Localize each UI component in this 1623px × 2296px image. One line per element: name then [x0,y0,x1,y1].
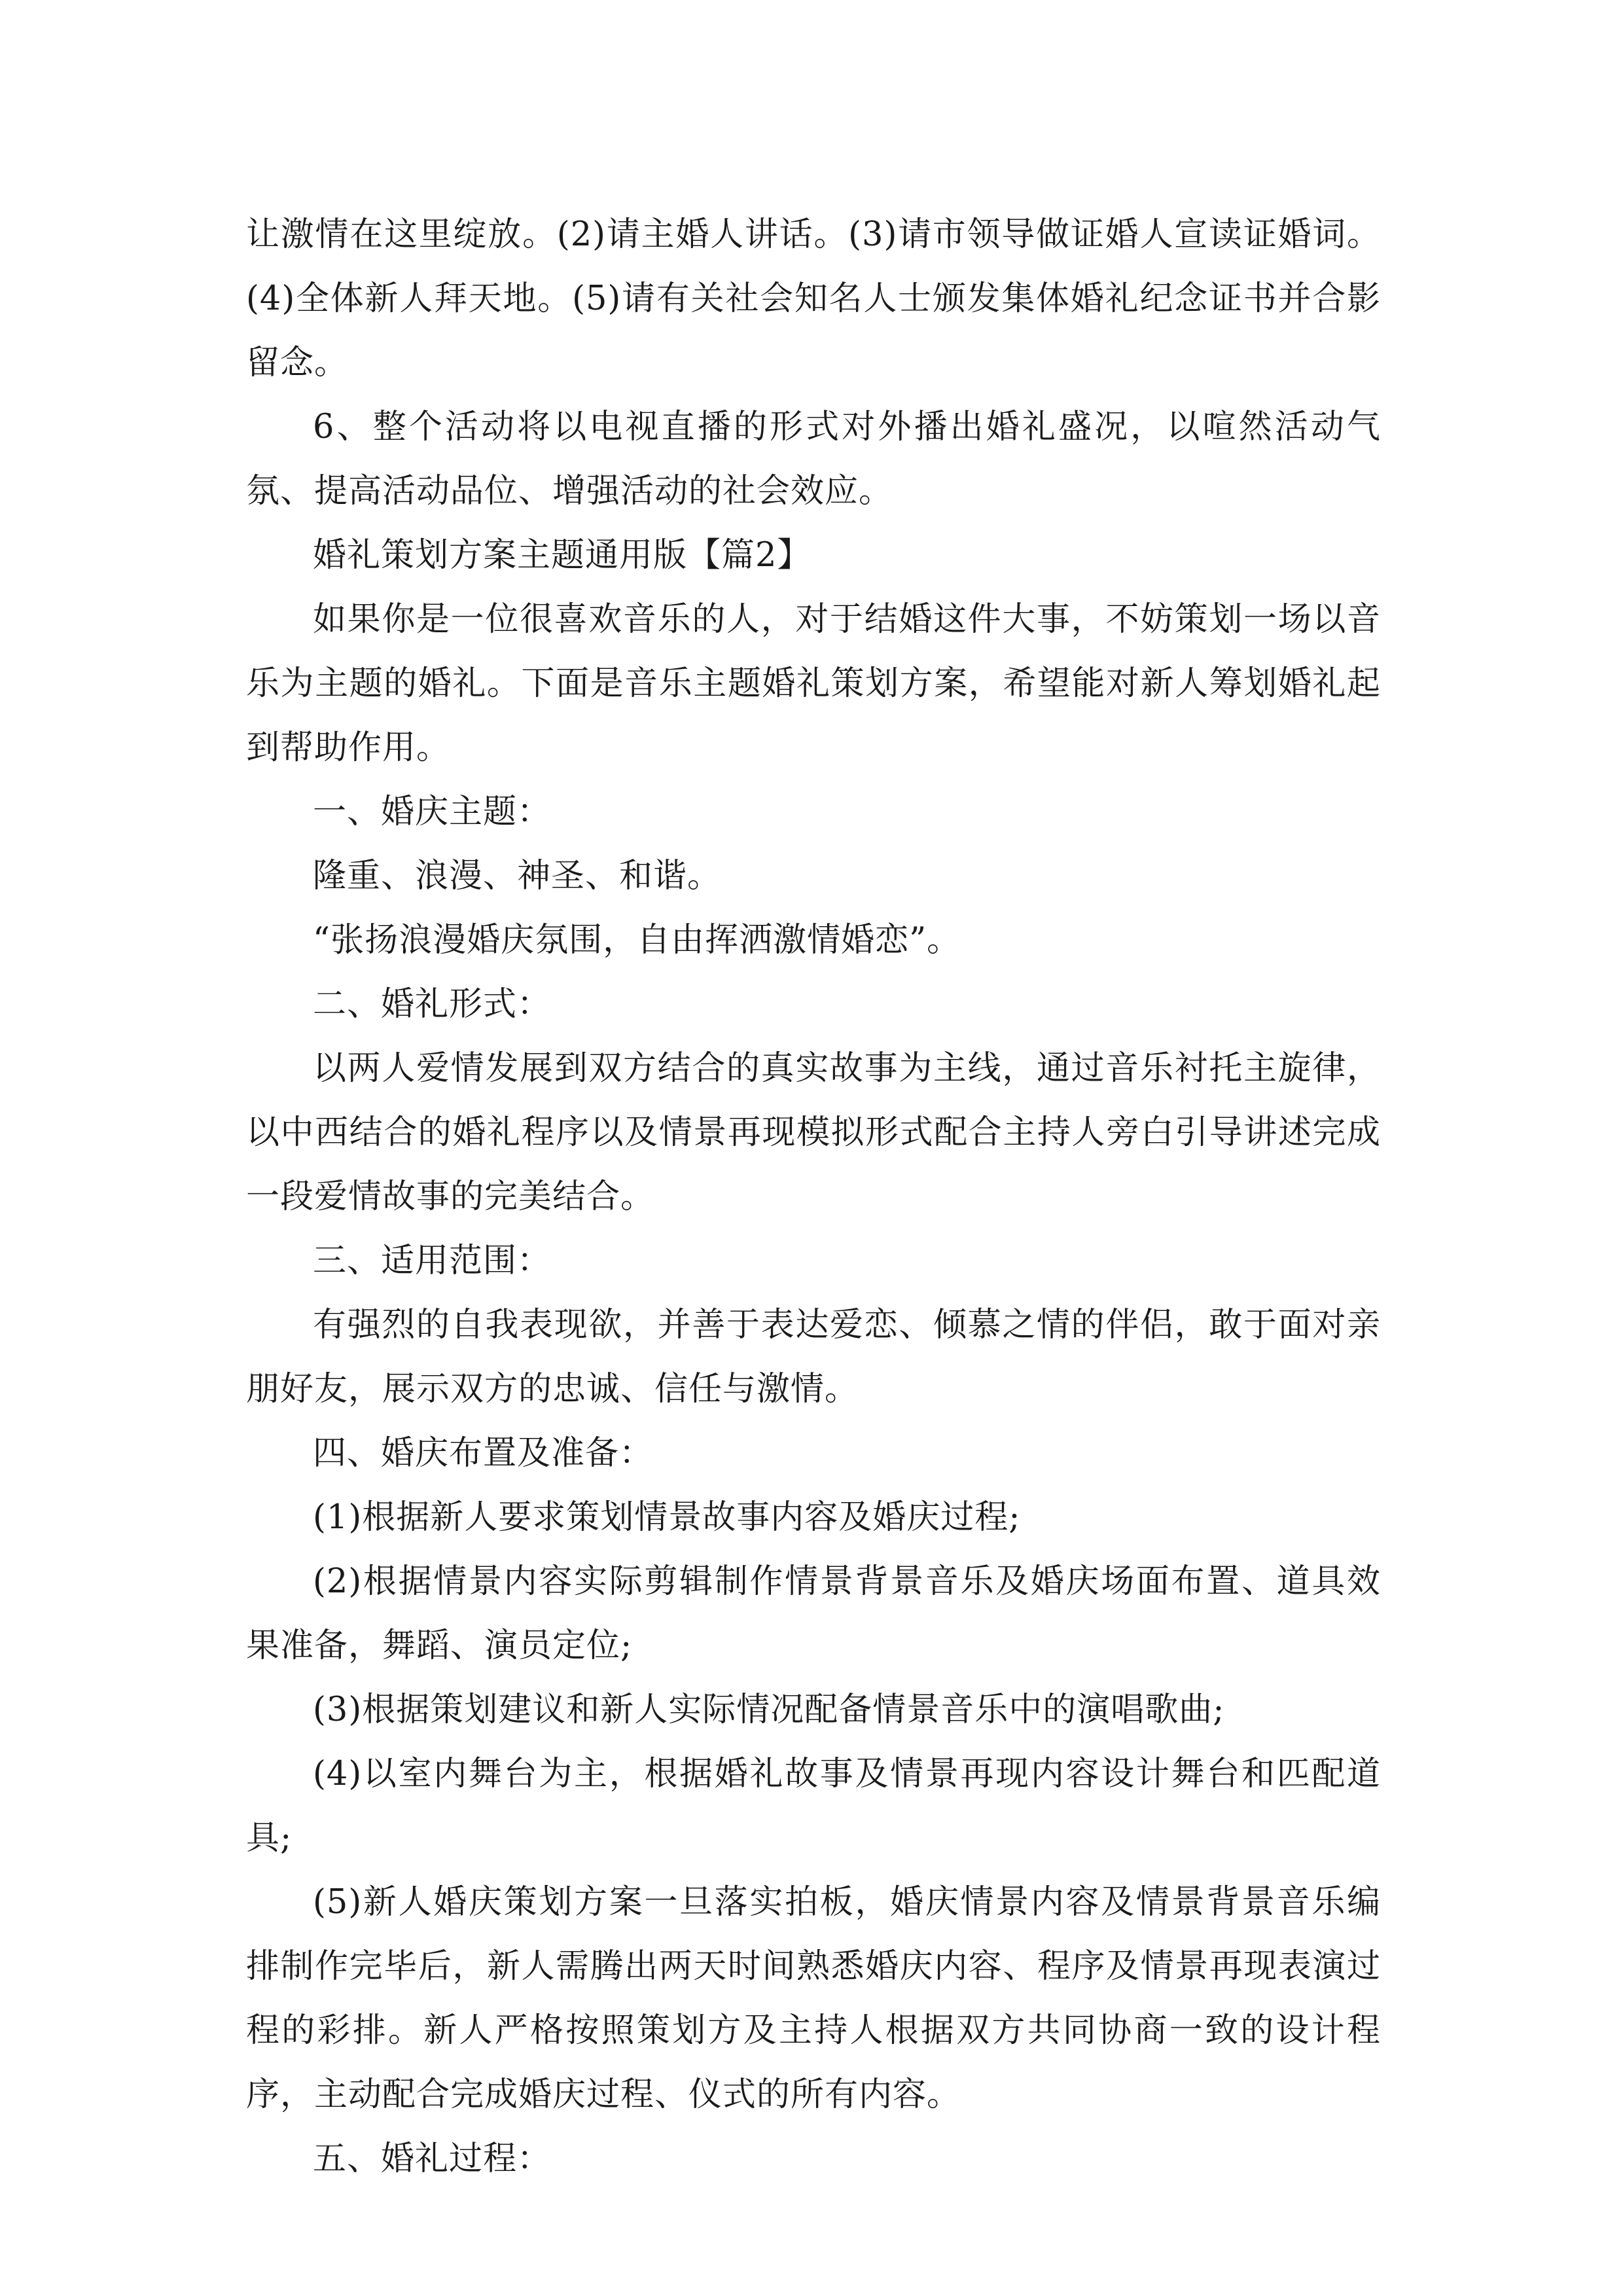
paragraph-theme-keywords: 隆重、浪漫、神圣、和谐。 [313,857,722,895]
heading-scope: 三、适用范围： [313,1242,552,1280]
list-item-4: (4)以室内舞台为主，根据婚礼故事及情景再现内容设计舞台和匹配道具; [246,1755,1381,1857]
paragraph-intro: 如果你是一位很喜欢音乐的人，对于结婚这件大事，不妨策划一场以音乐为主题的婚礼。下面是音乐主题婚礼策划方案，希望能对新人筹划婚礼起到帮助作用。 [246,600,1381,767]
list-item-3: (3)根据策划建议和新人实际情况配备情景音乐中的演唱歌曲; [313,1691,1225,1729]
list-item-2: (2)根据情景内容实际剪辑制作情景背景音乐及婚庆场面布置、道具效果准备，舞蹈、演员定位; [246,1562,1381,1665]
paragraph-scope: 有强烈的自我表现欲，并善于表达爱恋、倾慕之情的伴侣，敢于面对亲朋好友，展示双方的忠诚、信任与激情。 [246,1306,1381,1408]
heading-form: 二、婚礼形式： [313,985,552,1024]
list-item-5: (5)新人婚庆策划方案一旦落实拍板，婚庆情景内容及情景背景音乐编排制作完毕后，新人需腾出两天时间熟悉婚庆内容、程序及情景再现表演过程的彩排。新人严格按照策划方及主持人根据双方共同协商一致的设计程序，主动配合完成婚庆过程、仪式的所有内容。 [246,1883,1381,2114]
paragraph-continuation: 让激情在这里绽放。(2)请主婚人讲话。(3)请市领导做证婚人宣读证婚词。(4)全体新人拜天地。(5)请有关社会知名人士颁发集体婚礼纪念证书并合影留念。 [246,215,1381,382]
list-item-1: (1)根据新人要求策划情景故事内容及婚庆过程; [313,1498,1021,1537]
paragraph-form: 以两人爱情发展到双方结合的真实故事为主线，通过音乐衬托主旋律，以中西结合的婚礼程序以及情景再现模拟形式配合主持人旁白引导讲述完成一段爱情故事的完美结合。 [246,1049,1381,1216]
heading-preparation: 四、婚庆布置及准备： [313,1434,654,1473]
paragraph-item-6: 6、整个活动将以电视直播的形式对外播出婚礼盛况，以喧然活动气氛、提高活动品位、增强活动的社会效应。 [246,408,1381,511]
section-title: 婚礼策划方案主题通用版【篇2】 [313,536,812,575]
paragraph-theme-slogan: “张扬浪漫婚庆氛围，自由挥洒激情婚恋”。 [313,921,961,960]
heading-theme: 一、婚庆主题： [313,793,552,831]
document-page [246,203,1381,2191]
heading-process: 五、婚礼过程： [313,2140,552,2178]
